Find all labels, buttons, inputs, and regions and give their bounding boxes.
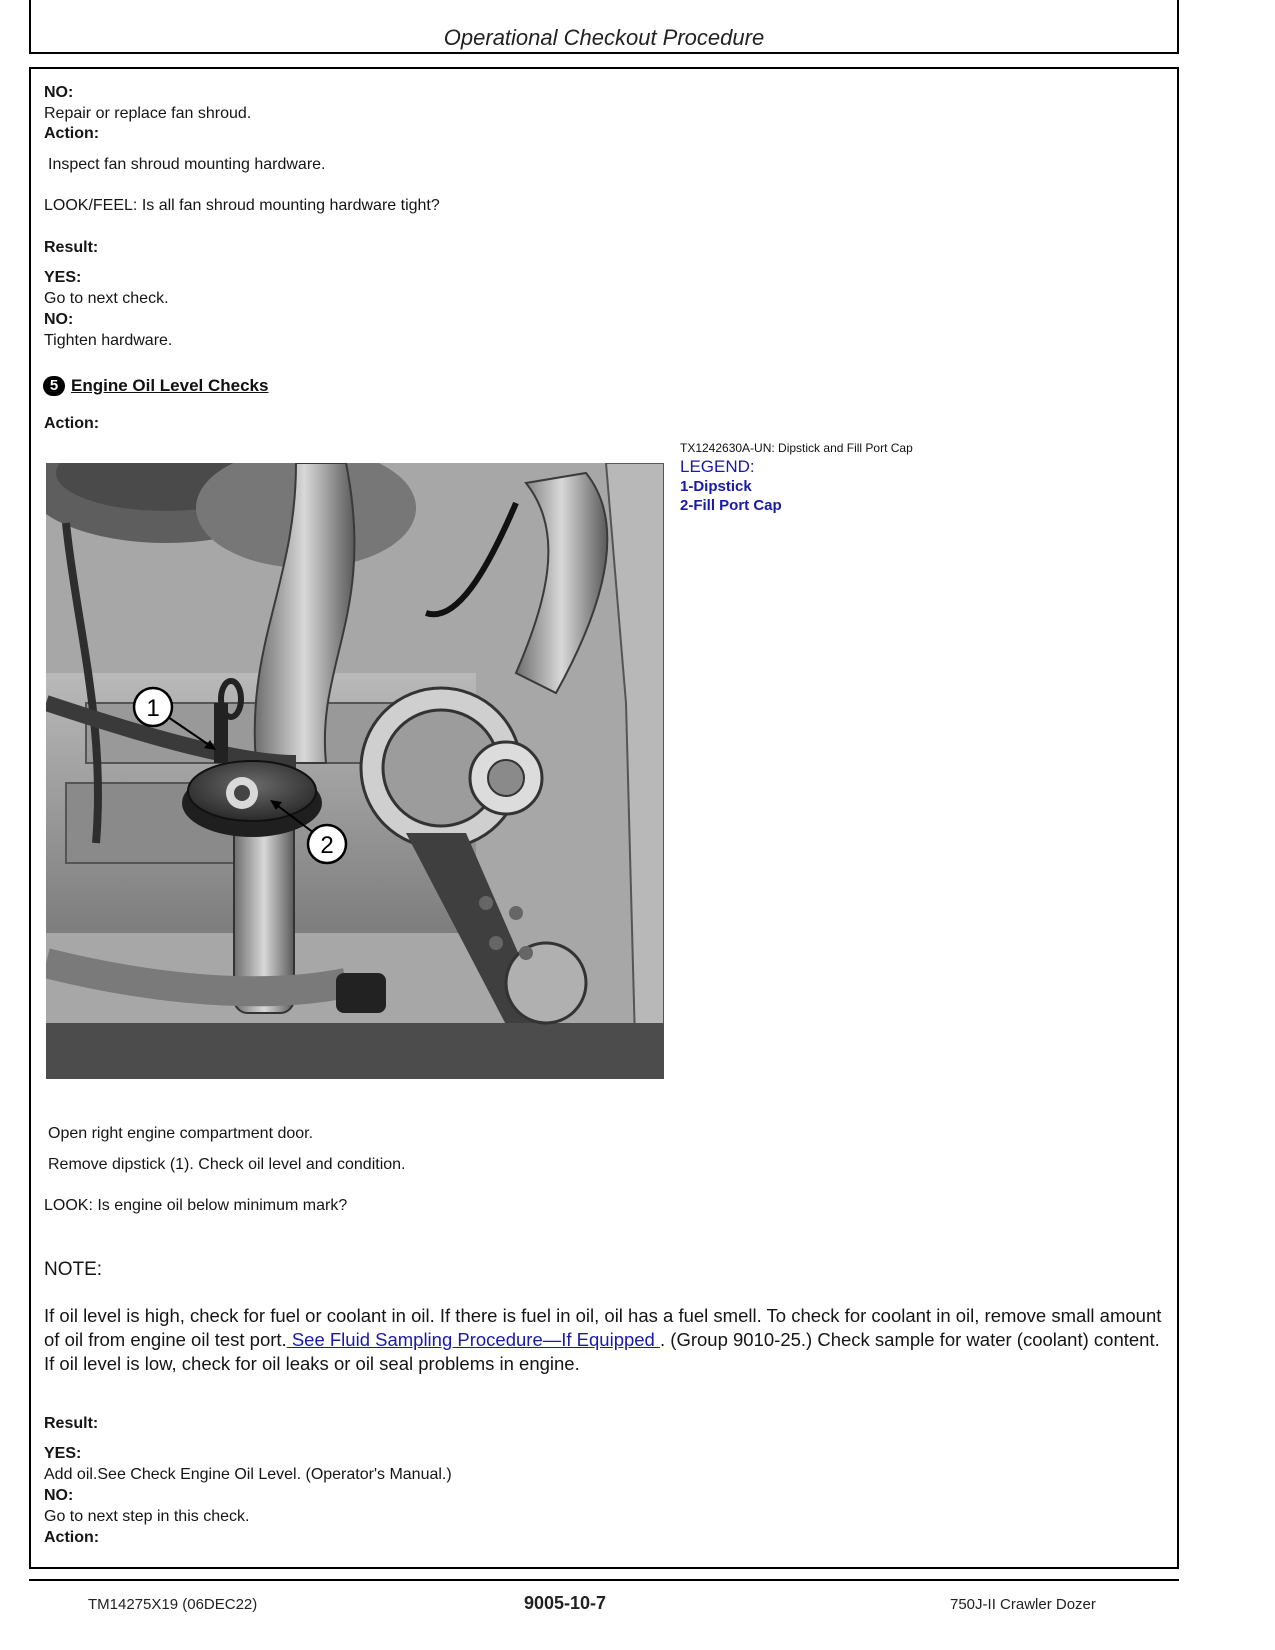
action-text: Inspect fan shroud mounting hardware. — [48, 156, 326, 173]
instruction-remove-dipstick: Remove dipstick (1). Check oil level and condition. — [48, 1156, 406, 1173]
note-body — [44, 1304, 1164, 1376]
callout-1: 1 — [146, 695, 160, 722]
note-text-after: . (Group 9010-25.) Check sample for water (coolant) content. If oil level is low, check for oil leaks or oil seal problems in engine. — [44, 1329, 1160, 1374]
no-text: Repair or replace fan shroud. — [44, 105, 252, 122]
instruction-open-door: Open right engine compartment door. — [48, 1125, 314, 1142]
legend-title: LEGEND: — [680, 457, 755, 476]
action-label: Action: — [44, 125, 100, 142]
legend-item-dipstick: 1-Dipstick — [680, 478, 752, 495]
result-label-2: Result: — [44, 1415, 99, 1432]
footer-rule — [29, 1579, 1179, 1581]
figure-caption: TX1242630A-UN: Dipstick and Fill Port Cap — [680, 441, 913, 455]
yes-text-2: Add oil.See Check Engine Oil Level. (Operator's Manual.) — [44, 1466, 452, 1483]
step-number-badge: 5 — [43, 376, 65, 396]
page-title: Operational Checkout Procedure — [443, 25, 765, 50]
action-label-2: Action: — [44, 1529, 100, 1546]
callout-2: 2 — [320, 832, 334, 859]
engine-illustration-drawing — [46, 463, 664, 1079]
legend-item-fill-port-cap: 2-Fill Port Cap — [680, 497, 782, 514]
no-text-2: Tighten hardware. — [44, 332, 173, 349]
no-text-3: Go to next step in this check. — [44, 1508, 250, 1525]
footer-manual-id: TM14275X19 (06DEC22) — [88, 1596, 258, 1613]
yes-label: YES: — [44, 269, 82, 286]
header-box — [29, 0, 1179, 54]
look-feel-question: LOOK/FEEL: Is all fan shroud mounting hardware tight? — [44, 197, 440, 214]
look-question: LOOK: Is engine oil below minimum mark? — [44, 1197, 348, 1214]
note-text-before: If oil level is high, check for fuel or coolant in oil. If there is fuel in oil, oil has a fuel smell. To check for coolant in oil, remove small amount of oil from engine oil test port. — [44, 1305, 1162, 1350]
note-label: NOTE: — [44, 1259, 103, 1280]
yes-label-2: YES: — [44, 1445, 82, 1462]
engine-illustration — [46, 463, 664, 1079]
footer-page-number: 9005-10-7 — [524, 1593, 607, 1613]
footer-machine-name: 750J-II Crawler Dozer — [950, 1596, 1096, 1613]
fluid-sampling-link[interactable]: See Fluid Sampling Procedure—If Equipped — [286, 1329, 660, 1350]
no-label-3: NO: — [44, 1487, 74, 1504]
no-label-2: NO: — [44, 311, 74, 328]
yes-text: Go to next check. — [44, 290, 169, 307]
result-label: Result: — [44, 239, 99, 256]
step-action-label: Action: — [44, 415, 100, 432]
step-heading[interactable] — [43, 376, 268, 396]
step-title: Engine Oil Level Checks — [71, 376, 269, 395]
no-label: NO: — [44, 84, 74, 101]
